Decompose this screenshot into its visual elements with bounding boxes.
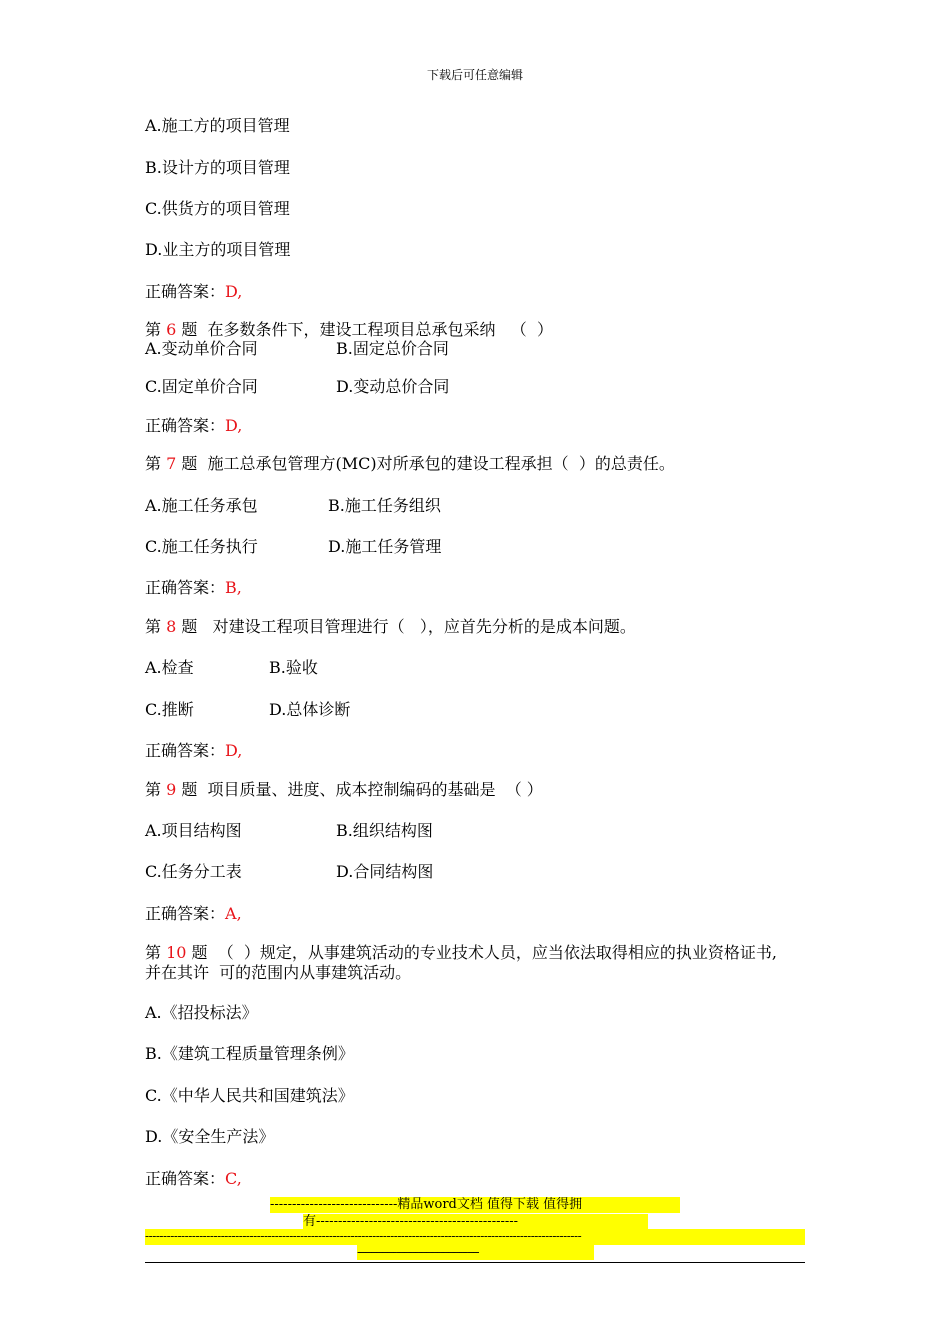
q9-option-a: A.项目结构图 [145,821,242,840]
q7-answer [145,578,242,598]
footer-rule [145,1262,805,1263]
q10-option-d: D.《安全生产法》 [145,1127,275,1146]
answer-value: D, [225,741,243,760]
answer-label: 正确答案： [145,741,226,760]
q5-option-d: D.业主方的项目管理 [145,240,291,259]
q6-options-cd [145,377,545,397]
question-number: 6 [166,320,177,339]
q8-options-ab [145,658,545,678]
q10-question-continued: 并在其许 可的范围内从事建筑活动。 [145,963,412,982]
answer-label: 正确答案： [145,282,226,301]
question-number: 8 [166,617,177,636]
q9-answer [145,904,242,924]
q6-option-b: B.固定总价合同 [336,339,449,358]
question-prefix: 第 [145,454,167,473]
page-header: 下载后可任意编辑 [426,68,523,82]
q6-question [145,320,553,340]
question-text: 题 在多数条件下，建设工程项目总承包采纳 （ ） [176,320,553,339]
q9-options-cd [145,862,545,882]
q7-option-d: D.施工任务管理 [328,537,442,556]
q5-option-a: A.施工方的项目管理 [145,116,290,135]
q9-option-d: D.合同结构图 [336,862,434,881]
q7-question [145,454,675,474]
q7-option-b: B.施工任务组织 [328,496,441,515]
q5-answer [145,282,242,302]
q9-option-b: B.组织结构图 [336,821,433,840]
footer-highlight-line2: 有---------------------------------------------- [303,1214,648,1229]
q6-option-d: D.变动总价合同 [336,377,450,396]
q10-question [145,943,777,963]
q8-option-d: D.总体诊断 [269,700,351,719]
q8-option-b: B.验收 [269,658,318,677]
question-text: 题 项目质量、进度、成本控制编码的基础是 （ ） [176,780,543,799]
q10-option-c: C.《中华人民共和国建筑法》 [145,1086,354,1105]
question-prefix: 第 [145,780,167,799]
q6-options-ab [145,339,545,359]
q8-options-cd [145,700,545,720]
answer-label: 正确答案： [145,1169,226,1188]
question-text: 题 对建设工程项目管理进行（ ），应首先分析的是成本问题。 [176,617,636,636]
q7-options-cd [145,537,545,557]
q10-option-a: A.《招投标法》 [145,1003,258,1022]
answer-value: A, [225,904,242,923]
question-prefix: 第 [145,617,167,636]
q10-option-b: B.《建筑工程质量管理条例》 [145,1044,354,1063]
footer-highlight-line1: -----------------------------精品word文档 值得下载 值得拥 [270,1197,680,1213]
question-number: 10 [166,943,187,962]
q8-question [145,617,636,637]
q9-question [145,780,543,800]
question-prefix: 第 [145,320,167,339]
q6-option-c: C.固定单价合同 [145,377,258,396]
q5-option-c: C.供货方的项目管理 [145,199,290,218]
question-text: 题 （ ）规定，从事建筑活动的专业技术人员，应当依法取得相应的执业资格证书, [186,943,777,962]
q6-option-a: A.变动单价合同 [145,339,258,358]
q9-options-ab [145,821,545,841]
footer-highlight-line4: -------------------------------------------- [357,1245,594,1260]
q5-option-b: B.设计方的项目管理 [145,158,290,177]
q7-option-a: A.施工任务承包 [145,496,258,515]
question-text: 题 施工总承包管理方(MC)对所承包的建设工程承担（ ）的总责任。 [176,454,675,473]
answer-value: C, [225,1169,242,1188]
question-number: 9 [166,780,177,799]
q7-options-ab [145,496,545,516]
q8-option-a: A.检查 [145,658,194,677]
q7-option-c: C.施工任务执行 [145,537,258,556]
q8-option-c: C.推断 [145,700,194,719]
question-number: 7 [166,454,177,473]
answer-label: 正确答案： [145,904,226,923]
answer-value: D, [225,416,243,435]
answer-value: B, [225,578,242,597]
q10-answer [145,1169,242,1189]
q8-answer [145,741,242,761]
footer-highlight-line3: ------------------------------------------------------------------------------------------------------------------------- [145,1229,805,1245]
q6-answer [145,416,242,436]
answer-value: D, [225,282,243,301]
question-prefix: 第 [145,943,167,962]
q9-option-c: C.任务分工表 [145,862,242,881]
answer-label: 正确答案： [145,578,226,597]
answer-label: 正确答案： [145,416,226,435]
